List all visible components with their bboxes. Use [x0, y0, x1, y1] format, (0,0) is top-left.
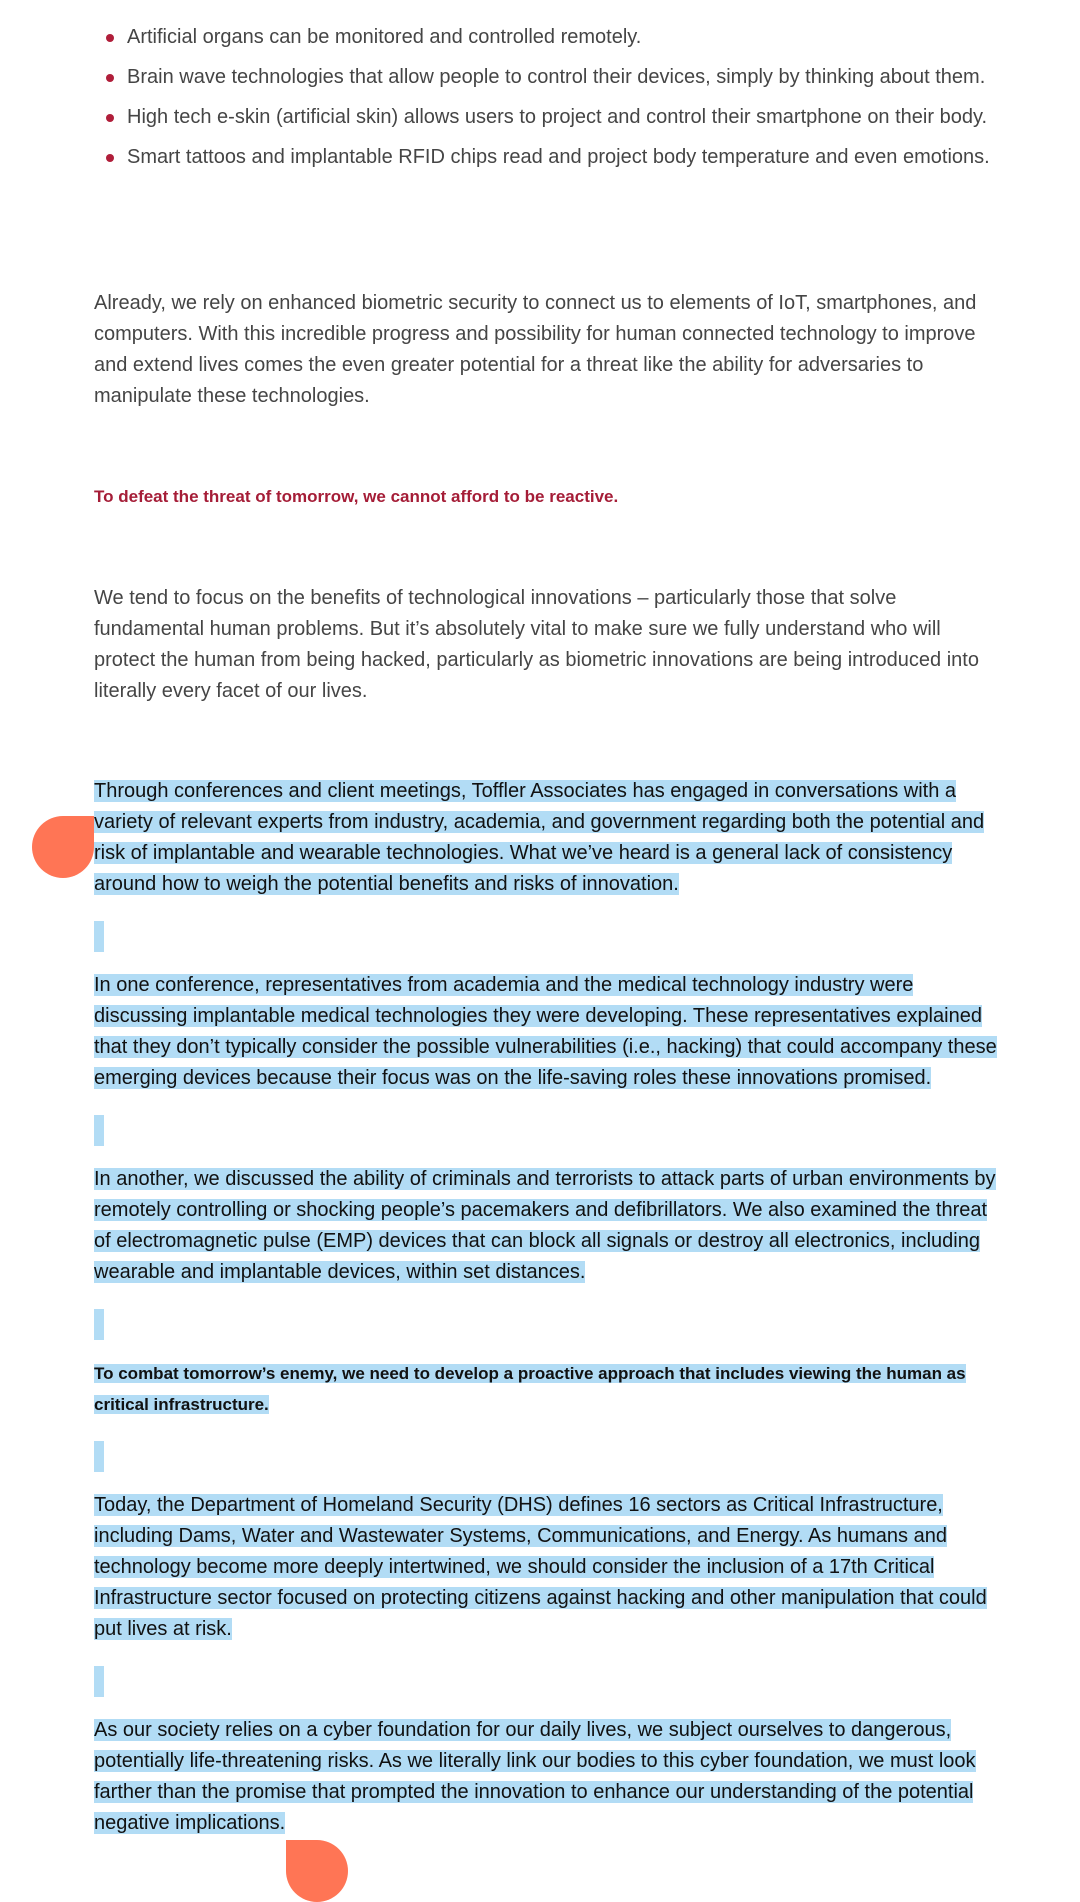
- selection-highlight: Through conferences and client meetings, Toffler Associates has engaged in conversations with a variety of relevant experts from industry, academia, and government regarding both the potential and risk of implantable and wearable technologies. What we’ve heard is a general lack of consistency around how to weigh the potential benefits and risks of innovation.: [94, 780, 985, 895]
- selected-callout-combat[interactable]: [94, 1358, 994, 1420]
- bullet-icon: [106, 154, 114, 162]
- bullet-icon: [106, 114, 114, 122]
- list-item: [94, 62, 994, 93]
- selection-start-handle[interactable]: [32, 816, 94, 878]
- selected-empty-line: [94, 1309, 104, 1340]
- selected-empty-line: [94, 1666, 104, 1697]
- selected-empty-line: [94, 921, 104, 952]
- bullet-text: Artificial organs can be monitored and controlled remotely.: [127, 26, 642, 48]
- list-item: [94, 142, 994, 173]
- list-item: [94, 22, 994, 53]
- bullet-icon: [106, 34, 114, 42]
- bullet-text: Smart tattoos and implantable RFID chips read and project body temperature and even emotions.: [127, 146, 990, 168]
- bullet-text: High tech e-skin (artificial skin) allows users to project and control their smartphone on their body.: [127, 106, 988, 128]
- selection-highlight: In one conference, representatives from academia and the medical technology industry were discussing implantable medical technologies they were developing. These representatives explained that they don’t typically consider the possible vulnerabilities (i.e., hacking) that could accompany these emerging devices because their focus was on the life-saving roles these innovations promised.: [94, 974, 997, 1089]
- bullet-icon: [106, 74, 114, 82]
- selected-paragraph-one-conference[interactable]: [94, 970, 1006, 1094]
- selected-paragraph-conferences[interactable]: [94, 776, 1006, 900]
- selected-empty-line: [94, 1115, 104, 1146]
- paragraph-biometric-security: Already, we rely on enhanced biometric security to connect us to elements of IoT, smartphones, and computers. With this incredible progress and possibility for human connected technology to improve and extend lives comes the even greater potential for a threat like the ability for adversaries to manipulate these technologies.: [94, 292, 977, 407]
- selection-highlight: Today, the Department of Homeland Security (DHS) defines 16 sectors as Critical Infrastructure, including Dams, Water and Wastewater Systems, Communications, and Energy. As humans and technology become more deeply intertwined, we should consider the inclusion of a 17th Critical Infrastructure sector focused on protecting citizens against hacking and other manipulation that could put lives at risk.: [94, 1494, 987, 1640]
- selection-highlight: In another, we discussed the ability of criminals and terrorists to attack parts of urban environments by remotely controlling or shocking people’s pacemakers and defibrillators. We also examined the threat of electromagnetic pulse (EMP) devices that can block all signals or destroy all electronics, including wearable and implantable devices, within set distances.: [94, 1168, 996, 1283]
- callout-defeat-threat: To defeat the threat of tomorrow, we cannot afford to be reactive.: [94, 487, 619, 506]
- selection-highlight: To combat tomorrow’s enemy, we need to develop a proactive approach that includes viewing the human as critical infrastructure.: [94, 1364, 966, 1414]
- selection-end-handle[interactable]: [286, 1840, 348, 1902]
- bullet-list: [94, 22, 994, 182]
- selected-paragraph-another[interactable]: [94, 1164, 1006, 1288]
- list-item: [94, 102, 994, 133]
- bullet-text: Brain wave technologies that allow people to control their devices, simply by thinking about them.: [127, 66, 986, 88]
- selected-empty-line: [94, 1441, 104, 1472]
- selected-paragraph-today[interactable]: [94, 1490, 1006, 1645]
- paragraph-focus-benefits: We tend to focus on the benefits of technological innovations – particularly those that solve fundamental human problems. But it’s absolutely vital to make sure we fully understand who will protect the human from being hacked, particularly as biometric innovations are being introduced into literally every facet of our lives.: [94, 587, 979, 702]
- selection-highlight: As our society relies on a cyber foundation for our daily lives, we subject ourselves to dangerous, potentially life-threatening risks. As we literally link our bodies to this cyber foundation, we must look farther than the promise that prompted the innovation to enhance our understanding of the potential negative implications.: [94, 1719, 976, 1834]
- selected-paragraph-society[interactable]: [94, 1715, 1006, 1839]
